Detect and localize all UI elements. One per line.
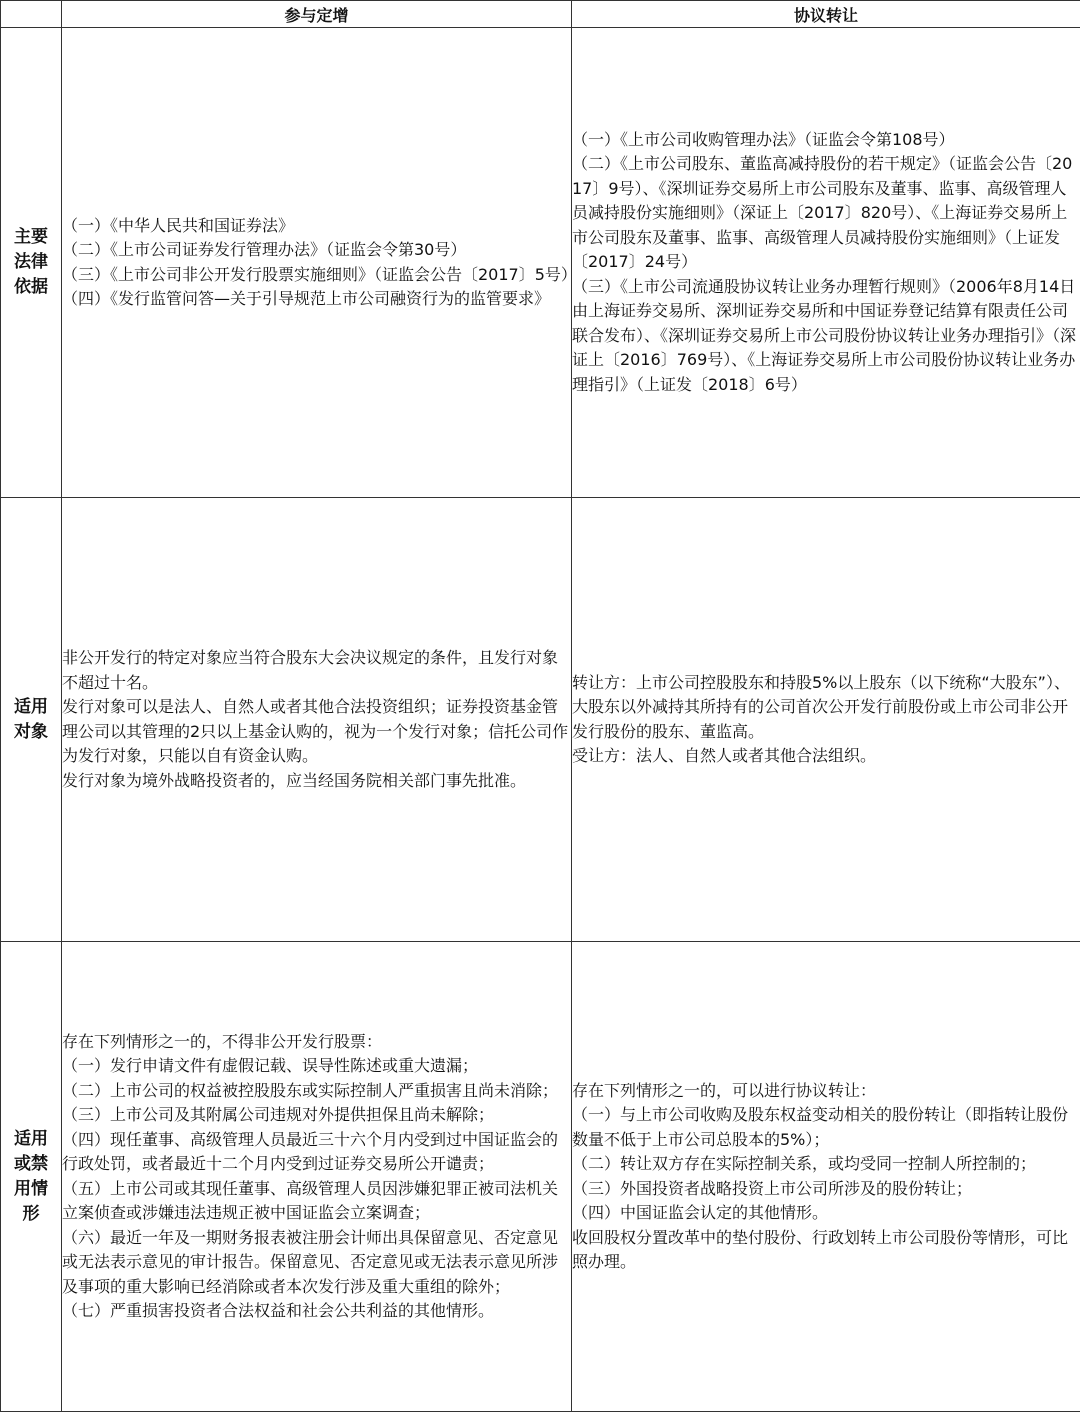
row-label-applicable-prohibited-cases: 适用 或禁 用情 形 [1, 942, 62, 1412]
cases-private-placement: 存在下列情形之一的，不得非公开发行股票： （一）发行申请文件有虚假记载、误导性陈述或重大遗漏； （二）上市公司的权益被控股股东或实际控制人严重损害且尚未消除； （三）上市公司及其附属公司违规对外提供担保且尚未解除； （四）现任董事、高级管理人员最近三十六个月内受到过中国证监会的行政处罚，或者最近十二个月内受到过证券交易所公开谴责； （五）上市公司或其现任董事、高级管理人员因涉嫌犯罪正被司法机关立案侦查或涉嫌违法违规正被中国证监会立案调查； （六）最近一年及一期财务报表被注册会计师出具保留意见、否定意见或无法表示意见的审计报告。保留意见、否定意见或无法表示意见所涉及事项的重大影响已经消除或者本次发行涉及重大重组的除外； （七）严重损害投资者合法权益和社会公共利益的其他情形。 [62, 942, 572, 1412]
header-row [1, 1, 1080, 28]
legal-basis-private-placement: （一）《中华人民共和国证券法》 （二）《上市公司证券发行管理办法》（证监会令第30号） （三）《上市公司非公开发行股票实施细则》（证监会公告〔2017〕5号） （四）《发行监管问答—关于引导规范上市公司融资行为的监管要求》 [62, 28, 572, 498]
applicable-parties-private-placement: 非公开发行的特定对象应当符合股东大会决议规定的条件，且发行对象不超过十名。 发行对象可以是法人、自然人或者其他合法投资组织；证券投资基金管理公司以其管理的2只以上基金认购的，视为一个发行对象；信托公司作为发行对象，只能以自有资金认购。 发行对象为境外战略投资者的，应当经国务院相关部门事先批准。 [62, 498, 572, 942]
row-label-applicable-parties: 适用 对象 [1, 498, 62, 942]
header-agreement-transfer: 协议转让 [572, 1, 1080, 28]
row-applicable-prohibited-cases [1, 942, 1080, 1412]
legal-basis-agreement-transfer: （一）《上市公司收购管理办法》（证监会令第108号） （二）《上市公司股东、董监高减持股份的若干规定》（证监会公告〔2017〕9号）、《深圳证券交易所上市公司股东及董事、监事、高级管理人员减持股份实施细则》（深证上〔2017〕820号）、《上海证券交易所上市公司股东及董事、监事、高级管理人员减持股份实施细则》（上证发〔2017〕24号） （三）《上市公司流通股协议转让业务办理暂行规则》（2006年8月14日由上海证券交易所、深圳证券交易所和中国证券登记结算有限责任公司联合发布）、《深圳证券交易所上市公司股份协议转让业务办理指引》（深证上〔2016〕769号）、《上海证券交易所上市公司股份协议转让业务办理指引》（上证发〔2018〕6号） [572, 28, 1080, 498]
row-applicable-parties [1, 498, 1080, 942]
header-corner [1, 1, 62, 28]
cases-agreement-transfer: 存在下列情形之一的，可以进行协议转让： （一）与上市公司收购及股东权益变动相关的股份转让（即指转让股份数量不低于上市公司总股本的5%）； （二）转让双方存在实际控制关系，或均受同一控制人所控制的； （三）外国投资者战略投资上市公司所涉及的股份转让； （四）中国证监会认定的其他情形。 收回股权分置改革中的垫付股份、行政划转上市公司股份等情形，可比照办理。 [572, 942, 1080, 1412]
row-legal-basis [1, 28, 1080, 498]
header-private-placement: 参与定增 [62, 1, 572, 28]
applicable-parties-agreement-transfer: 转让方：上市公司控股股东和持股5%以上股东（以下统称“大股东”）、大股东以外减持其所持有的公司首次公开发行前股份或上市公司非公开发行股份的股东、董监高。 受让方：法人、自然人或者其他合法组织。 [572, 498, 1080, 942]
row-label-legal-basis: 主要 法律 依据 [1, 28, 62, 498]
